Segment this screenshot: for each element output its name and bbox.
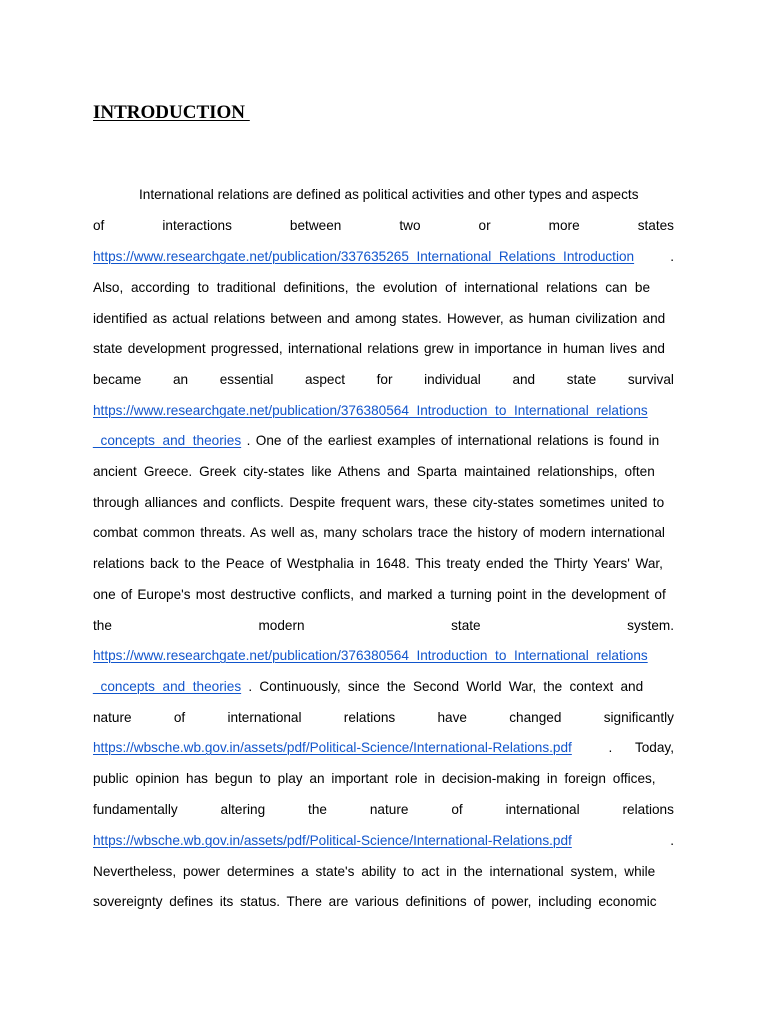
word: of [93,218,105,233]
line-text: ancient Greece. Greek city-states like Athens and Sparta maintained relationships, often [93,464,655,479]
line-text: . One of the earliest examples of international relations is found in [246,433,660,448]
word: interactions [162,218,232,233]
word: have [437,710,467,725]
word: nature [93,710,132,725]
line-text: International relations are defined as political activities and other types and aspects [139,187,639,202]
paragraph-line [93,554,674,574]
word: became [93,372,142,387]
word: and [512,372,536,387]
paragraph-line [93,646,674,666]
word: an [172,372,189,387]
line-text: relations back to the Peace of Westphalia in 1648. This treaty ended the Thirty Years' War, [93,556,663,571]
word: states [637,218,674,233]
paragraph-line [93,339,674,359]
paragraph-line [93,585,674,605]
word: changed [509,710,562,725]
paragraph-line [93,278,674,298]
paragraph-line [93,523,674,543]
paragraph-line [93,462,674,482]
paragraph-line [93,309,674,329]
line-text: public opinion has begun to play an important role in decision-making in foreign offices, [93,771,656,786]
reference-link[interactable]: https://www.researchgate.net/publication/376380564_Introduction_to_International_relations [93,403,648,418]
paragraph-line [93,831,674,851]
word: Today, [634,740,674,755]
word: . [608,740,613,755]
paragraph-line [93,401,674,421]
reference-link-continued[interactable]: _concepts_and_theories [93,679,242,694]
paragraph-line [93,708,674,728]
reference-link[interactable]: https://wbsche.wb.gov.in/assets/pdf/Political-Science/International-Relations.pdf [93,833,572,848]
line-text: one of Europe's most destructive conflicts, and marked a turning point in the development of [93,587,666,602]
paragraph-line [139,185,674,205]
word: of [173,710,186,725]
reference-link[interactable]: https://www.researchgate.net/publication/376380564_Introduction_to_International_relations [93,648,648,663]
section-heading: INTRODUCTION [93,102,250,123]
word: between [289,218,342,233]
word: two [399,218,421,233]
word: altering [220,802,266,817]
word: essential [219,372,274,387]
paragraph-line [93,431,674,451]
word: more [548,218,580,233]
word: modern [258,618,305,633]
paragraph-line [93,892,674,912]
word: international [227,710,302,725]
paragraph-line [93,769,674,789]
word: the [308,802,327,817]
paragraph-line [93,800,674,820]
word: or [478,218,491,233]
word: nature [369,802,409,817]
line-text: . [670,833,674,848]
word: system. [627,618,674,633]
paragraph-line [93,738,674,758]
reference-link[interactable]: https://www.researchgate.net/publication/337635265_International_Relations_Introduction [93,249,635,264]
word: aspect [304,372,346,387]
line-text: Also, according to traditional definitions, the evolution of international relations can be [93,280,651,295]
word: of [451,802,463,817]
word: relations [622,802,674,817]
word: state [566,372,597,387]
line-text: combat common threats. As well as, many scholars trace the history of modern international [93,525,665,540]
line-text: . [670,249,674,264]
paragraph-line [93,247,674,267]
line-text: identified as actual relations between and among states. However, as human civilization and [93,311,666,326]
paragraph-line [93,862,674,882]
line-text: sovereignty defines its status. There are various definitions of power, including economic [93,894,657,909]
line-text: . Continuously, since the Second World War, the context and [248,679,644,694]
line-text: through alliances and conflicts. Despite frequent wars, these city-states sometimes united to [93,495,665,510]
paragraph-line [93,616,674,636]
word: relations [343,710,396,725]
word: survival [627,372,674,387]
reference-link[interactable]: https://wbsche.wb.gov.in/assets/pdf/Political-Science/International-Relations.pdf [93,740,572,755]
word: for [376,372,393,387]
line-text: Nevertheless, power determines a state's ability to act in the international system, while [93,864,656,879]
word: significantly [603,710,674,725]
reference-link-continued[interactable]: _concepts_and_theories [93,433,242,448]
paragraph-line [93,216,674,236]
word: the [93,618,112,633]
word: individual [424,372,481,387]
word: fundamentally [93,802,178,817]
paragraph-line [93,370,674,390]
paragraph-line [93,493,674,513]
line-text: state development progressed, international relations grew in importance in human lives and [93,341,665,356]
word: international [505,802,580,817]
word: state [451,618,481,633]
paragraph-line [93,677,674,697]
